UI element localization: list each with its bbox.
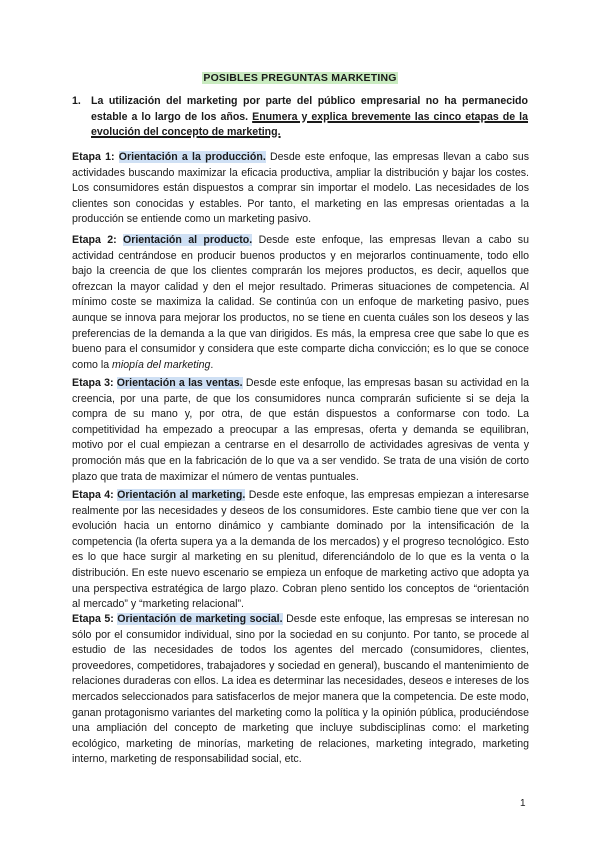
stage-body: Desde este enfoque, las empresas basan su actividad en la creencia, por una parte, de que los consumidores nunca comprarán suficiente si se deja la compra de su mano y, por otra, de que están dispuestos a conformarse con todo. La competitividad ha empezado a preocupar a las empresas, oferta y demanda se equilibran, motivo por el cual empiezan a centrarse en el desarrollo de actividades agresivas de venta y promoción más que en la fabricación de lo que va a ser vendido. Se trata de una visión de corto plazo que trata de maximizar el número de ventas puntuales. bbox=[72, 377, 529, 483]
stage-body: Desde este enfoque, las empresas llevan a cabo sus actividades buscando maximizar la eficacia productiva, ampliar la distribución y bajar los costes. Los consumidores están dispuestos a comprar sin importar el modelo. Las necesidades de los clientes son conocidas y estables. Por tanto, el marketing en las empresas orientadas a la producción se entiende como un marketing pasivo. bbox=[72, 151, 529, 226]
question-text: La utilización del marketing por parte del público empresarial no ha permanecido estable a lo largo de los años. bbox=[91, 95, 528, 123]
stage-heading: Orientación a la producción. bbox=[118, 151, 266, 163]
page-number: 1 bbox=[520, 798, 526, 809]
stage-label: Etapa 4: bbox=[72, 489, 114, 501]
stage-body: Desde este enfoque, las empresas se interesan no sólo por el consumidor individual, sino por la sociedad en su conjunto. Por tanto, se procede al estudio de las necesidades de todos los agentes del mercado (consumidores, clientes, proveedores, competidores, trabajadores y sociedad en general), buscando el mantenimiento de relaciones duraderas con ellos. La idea es determinar las necesidades, deseos e intereses de los mercados seleccionados para satisfacerlos de mejor manera que la competencia. De este modo, ganan protagonismo variantes del marketing como la política y la opinión pública, produciéndose una ampliación del concepto de marketing que incluye subdisciplinas como: el marketing ecológico, marketing de minorías, marketing de relaciones, marketing integrado, marketing interno, marketing de responsabilidad social, etc. bbox=[72, 613, 529, 766]
stage-heading: Orientación al marketing. bbox=[117, 489, 246, 501]
stage-body: Desde este enfoque, las empresas llevan a cabo su actividad centrándose en producir buenos productos y en mejorarlos continuamente, todo ello bajo la creencia de que los clientes comprarán los mejores productos, es decir, aquellos que ofrezcan la mayor calidad y den el mejor resultado. Primeras situaciones de competencia. Al mínimo coste se maximiza la calidad. Se continúa con un enfoque de marketing pasivo, pues aunque se innova para mejorar los productos, no se tiene en cuenta cuáles son los deseos y las preferencias de la demanda a la que van dirigidos. Es más, la empresa cree que sabe lo que es bueno para el consumidor y considera que este comparte dicha convicción; es lo que se conoce como la bbox=[72, 234, 529, 371]
question-instruction: Enumera y explica brevemente las cinco etapas de la evolución del concepto de marketing. bbox=[91, 110, 529, 138]
stage-italic-term: miopía del marketing bbox=[112, 358, 211, 371]
stage-body: Desde este enfoque, las empresas empiezan a interesarse realmente por las necesidades y deseos de los consumidores. Este cambio tiene que ver con la evolución hacia un entorno dinámico y cambiante dominado por la intensificación de la competencia (la oferta supera ya a la demanda de los mercados) y el progreso tecnológico. Esto es lo que hace surgir al marketing en su plenitud, diferenciándolo de lo que es la venta o la distribución. En este nuevo escenario se empieza un enfoque de marketing activo que adopta ya una perspectiva estratégica de largo plazo. Cobran pleno sentido los conceptos de “orientación al mercado” y “marketing relacional”. bbox=[72, 489, 530, 611]
stage-label: Etapa 3: bbox=[72, 377, 114, 389]
stage-heading: Orientación a las ventas. bbox=[116, 377, 243, 389]
stage-3-paragraph bbox=[72, 376, 529, 485]
stage-body-end: . bbox=[210, 358, 214, 371]
question-number: 1. bbox=[72, 95, 81, 107]
stage-4-paragraph bbox=[72, 488, 529, 613]
page-title-text: POSIBLES PREGUNTAS MARKETING bbox=[203, 72, 397, 84]
stage-label: Etapa 5: bbox=[72, 613, 114, 625]
stage-heading: Orientación al producto. bbox=[122, 234, 253, 246]
page-title bbox=[0, 72, 600, 84]
stage-5-paragraph bbox=[72, 612, 529, 768]
stage-1-paragraph bbox=[72, 150, 529, 228]
question-1 bbox=[72, 94, 529, 141]
stage-2-paragraph bbox=[72, 233, 529, 373]
stage-label: Etapa 2: bbox=[72, 234, 117, 246]
stage-label: Etapa 1: bbox=[72, 151, 115, 163]
stage-heading: Orientación de marketing social. bbox=[117, 613, 283, 625]
